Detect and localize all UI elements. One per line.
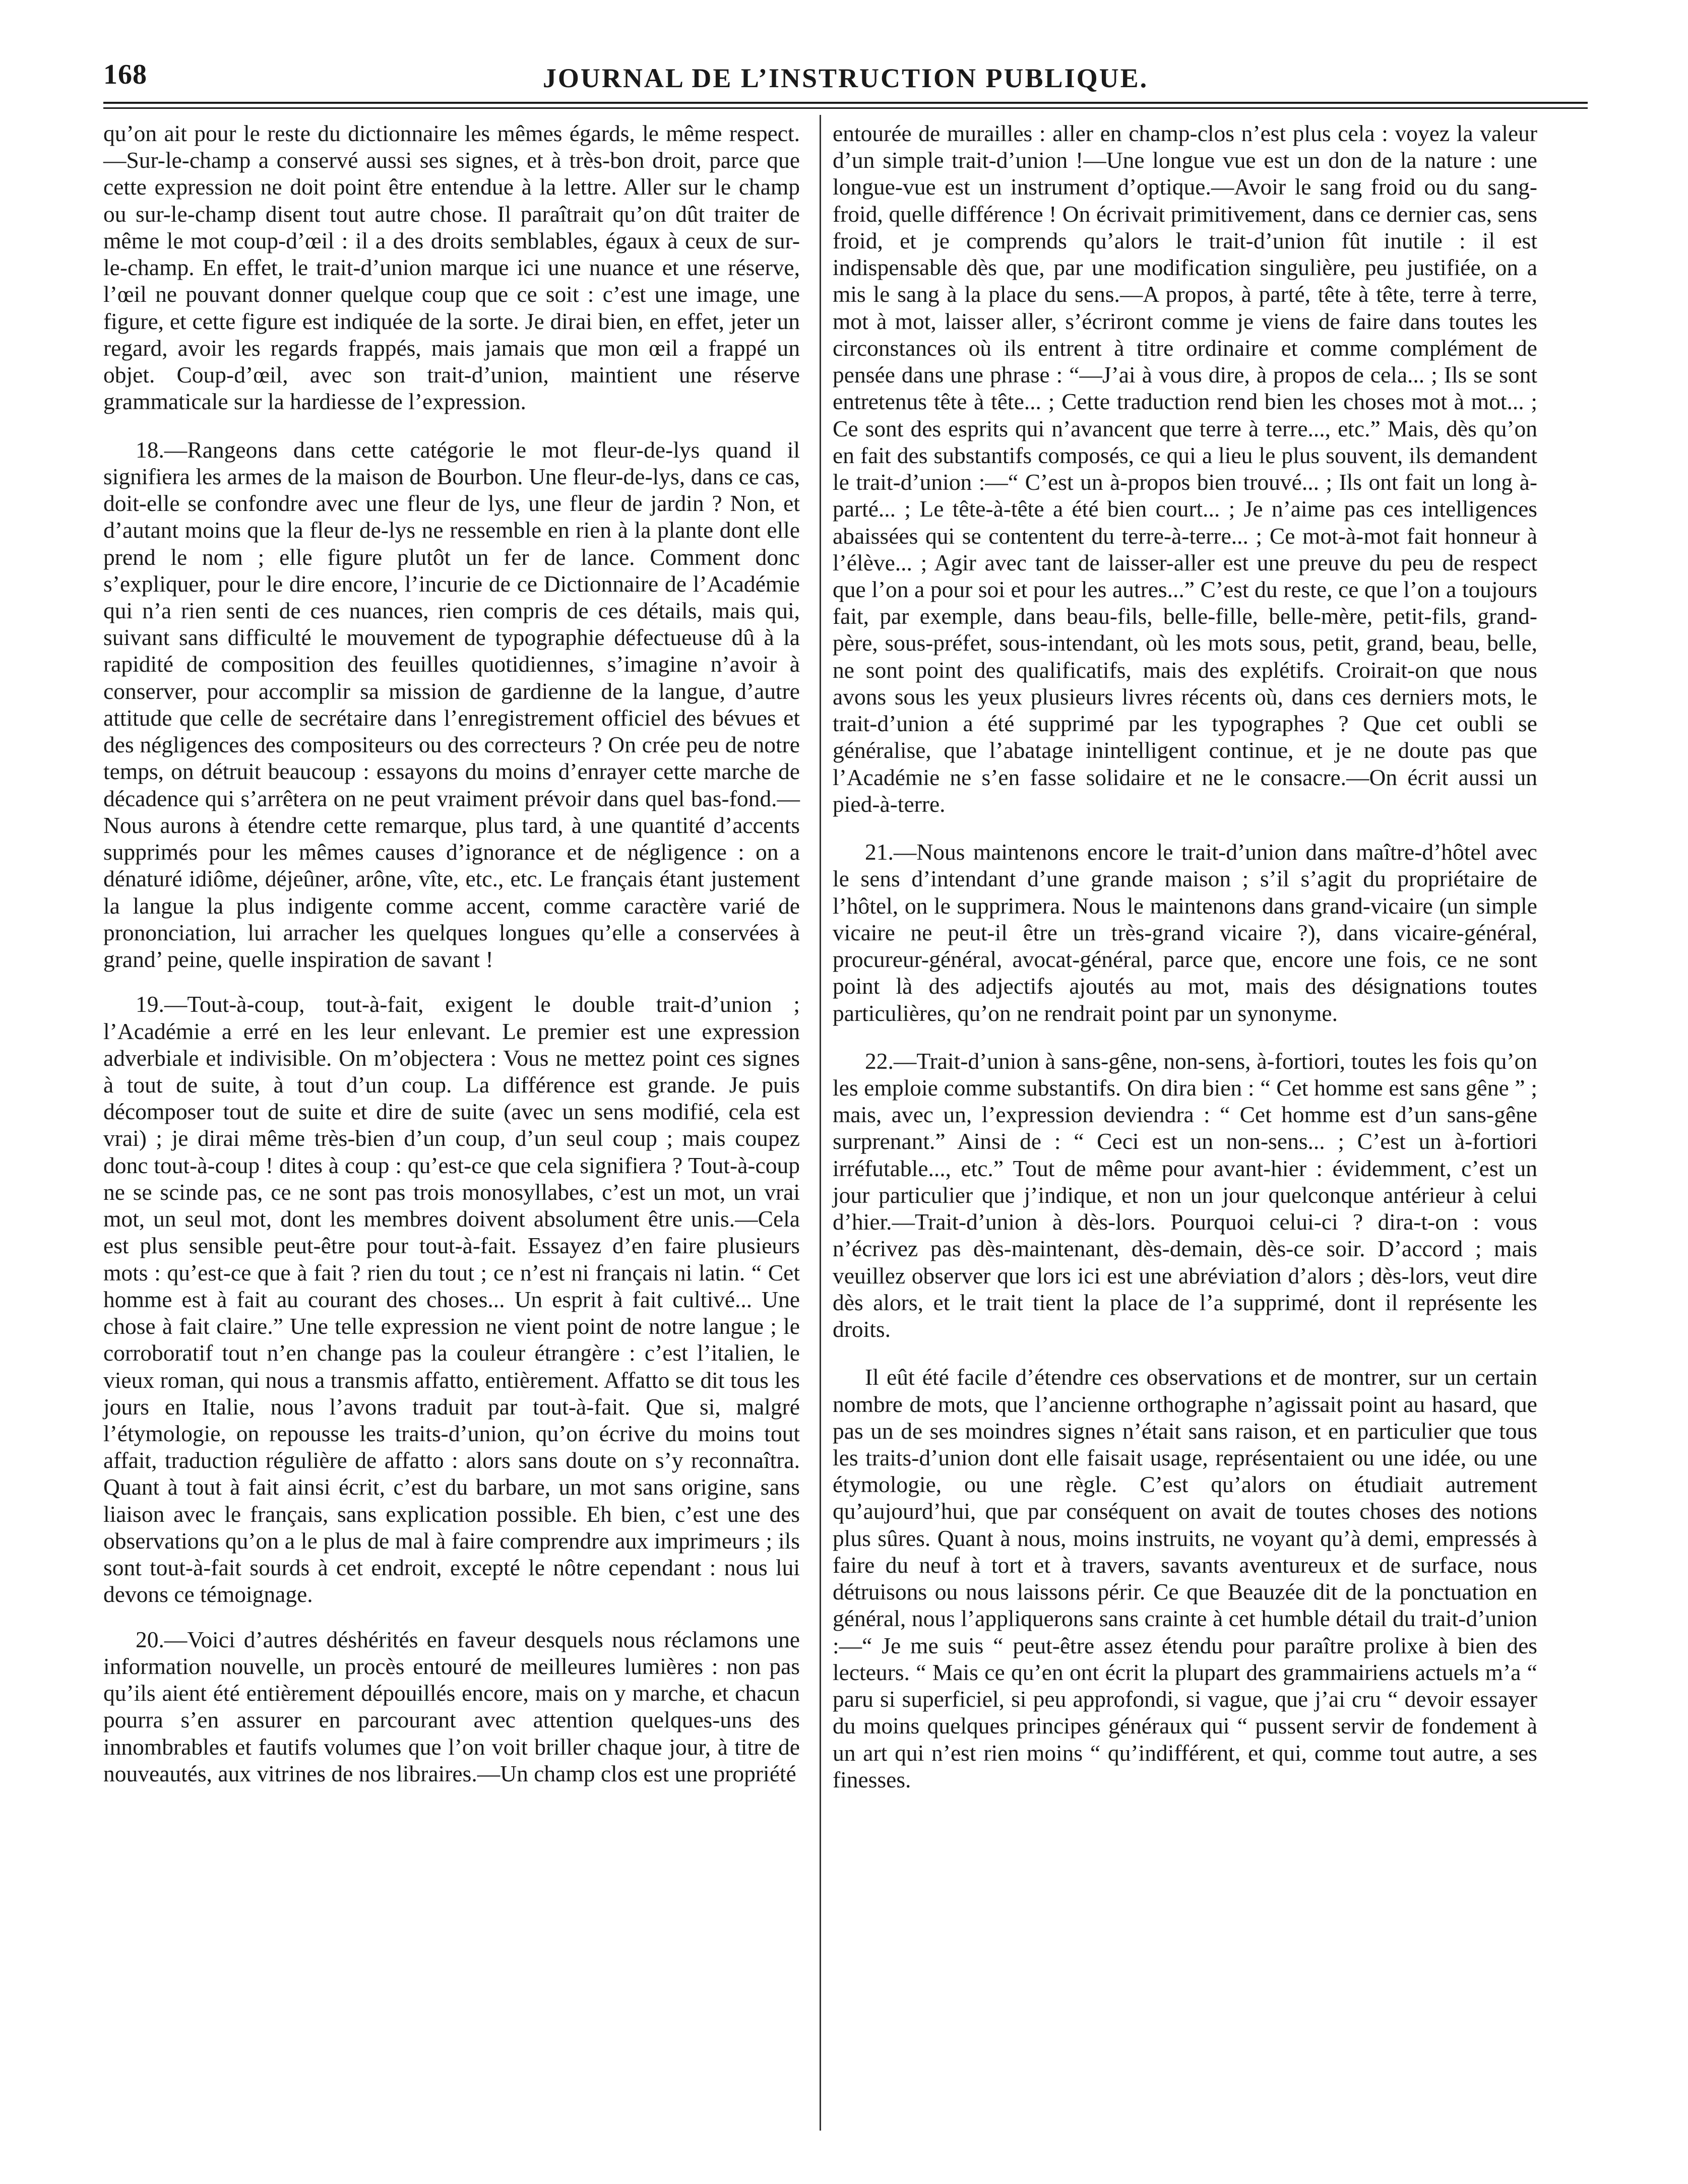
paragraph-closing: Il eût été facile d’étendre ces observations et de montrer, sur un certain nombre de mots, que l’ancienne orthographe n’agissait point au hasard, que pas un de ses moindres signes n’était sans raison, et en particulier que tous les traits-d’union dont elle faisait usage, représentaient ou une idée, ou une étymologie, ou une règle. C’est qu’alors on étudiait autrement qu’aujourd’hui, que par conséquent on avait de toutes choses des notions plus sûres. Quant à nous, moins instruits, ne voyant qu’à demi, empressés à faire du neuf à tort et à travers, savants aventureux et de surface, nous détruisons ou nous laissons périr. Ce que Beauzée dit de la ponctuation en général, nous l’appliquerons sans crainte à cet humble détail du trait-d’union :—“ Je me suis “ peut-être assez étendu pour paraître prolixe à bien des lecteurs. “ Mais ce qu’en ont écrit la plupart des grammairiens actuels m’a “ paru si superficiel, si peu approfondi, si vague, que j’ai cru “ devoir essayer du moins quelques principes généraux qui “ pussent servir de fondement à un art qui n’est rien moins “ qu’indifférent, et qui, comme tout autre, a ses finesses. — [833, 1364, 1537, 1792]
paragraph-20-continued: entourée de murailles : aller en champ-clos n’est plus cela : voyez la valeur d’un simple trait-d’union !—Une longue vue est un don de la nature : une longue-vue est un instrument d’optique.—Avoir le sang froid ou du sang-froid, quelle différence ! On écrivait primitivement, dans ce dernier cas, sens froid, et je comprends qu’alors le trait-d’union fût inutile : il est indispensable dès que, par une modification singulière, peu justifiée, on a mis le sang à la place du sens.—A propos, à parté, tête à tête, terre à terre, mot à mot, laisser aller, s’écriront comme je viens de faire dans toutes les circonstances où ils entrent à titre ordinaire et comme complément de pensée dans une phrase : “—J’ai à vous dire, à propos de cela... ; Ils se sont entretenus tête à tête... ; Cette traduction rend bien les choses mot à mot... ; Ce sont des esprits qui n’avancent que terre à terre..., etc.” Mais, dès qu’on en fait des substantifs composés, ce qui a lieu le plus souvent, ils demandent le trait-d’union :—“ C’est un à-propos bien trouvé... ; Ils ont fait un long à-parté... ; Le tête-à-tête a été bien court... ; Je n’aime pas ces intelligences abaissées qui se contentent du terre-à-terre... ; Ce mot-à-mot fait honneur à l’élève... ; Agir avec tant de laisser-aller est une preuve du peu de respect que l’on a pour soi et pour les autres...” C’est du reste, ce que l’on a toujours fait, par exemple, dans beau-fils, belle-fille, belle-mère, petit-fils, grand-père, sous-préfet, sous-intendant, où les mots sous, petit, grand, beau, belle, ne sont point des qualificatifs, mais des explétifs. Croirait-on que nous avons sous les yeux plusieurs livres récents où, dans ces derniers mots, le trait-d’union a été supprimé par les typographes ? Que cet oubli se généralise, que l’abatage inintelligent continue, et je ne doute pas que l’Académie ne s’en fasse solidaire et ne le consacre.—On écrit aussi un pied-à-terre. — [833, 120, 1537, 817]
paragraph-continuation: qu’on ait pour le reste du dictionnaire les mêmes égards, le même respect.—Sur-le-champ a conservé aussi ses signes, et à très-bon droit, parce que cette expression ne doit point être entendue à la lettre. Aller sur le champ ou sur-le-champ disent tout autre chose. Il paraîtrait qu’on dût traiter de même le mot coup-d’œil : il a des droits semblables, égaux à ceux de sur-le-champ. En effet, le trait-d’union marque ici une nuance et une réserve, l’œil ne pouvant donner quelque coup que ce soit : c’est une image, une figure, et cette figure est indiquée de la sorte. Je dirai bien, en effet, jeter un regard, avoir les regards frappés, mais jamais que mon œil a frappé un objet. Coup-d’œil, avec son trait-d’union, maintient une réserve grammaticale sur la hardiesse de l’expression. — [103, 120, 800, 415]
header-double-rule — [103, 102, 1588, 109]
column-divider — [820, 115, 821, 2131]
paragraph-21: 21.—Nous maintenons encore le trait-d’union dans maître-d’hôtel avec le sens d’intendant d’une grande maison ; s’il s’agit du propriétaire de l’hôtel, on le supprimera. Nous le maintenons dans grand-vicaire (un simple vicaire ne peut-il être un très-grand vicaire ?), dans vicaire-général, procureur-général, avocat-général, parce que, encore une fois, ce ne sont point là des adjectifs ajoutés au mot, mais des désignations toutes particulières, qu’on ne rendrait point par un synonyme. — [833, 839, 1537, 1026]
paragraph-18: 18.—Rangeons dans cette catégorie le mot fleur-de-lys quand il signifiera les armes de la maison de Bourbon. Une fleur-de-lys, dans ce cas, doit-elle se confondre avec une fleur de lys, une fleur de jardin ? Non, et d’autant moins que la fleur de-lys ne ressemble en rien à la plante dont elle prend le nom ; elle figure plutôt un fer de lance. Comment donc s’expliquer, pour le dire encore, l’incurie de ce Dictionnaire de l’Académie qui n’a rien senti de ces nuances, rien compris de ces détails, mais qui, suivant sans difficulté le mouvement de typographie défectueuse dû à la rapidité de composition des feuilles quotidiennes, s’imagine n’avoir à conserver, pour accomplir sa mission de gardienne de la langue, d’autre attitude que celle de secrétaire dans l’enregistrement officiel des bévues et des négligences des compositeurs ou des correcteurs ? On crée peu de notre temps, on détruit beaucoup : essayons du moins d’enrayer cette marche de décadence qui s’arrêtera on ne peut vraiment prévoir dans quel bas-fond.—Nous aurons à étendre cette remarque, plus tard, à une quantité d’accents supprimés pour les mêmes causes d’ignorance et de négligence : on a dénaturé idiôme, déjeûner, arône, vîte, etc., etc. Le français étant justement la langue la plus indigente comme accent, comme caractère varié de prononciation, lui arracher les quelques longues qu’elle a conservées à grand’ peine, quelle inspiration de savant ! — [103, 436, 800, 973]
page-header — [103, 48, 1588, 104]
right-column — [833, 120, 1537, 1793]
journal-title: JOURNAL DE L’INSTRUCTION PUBLIQUE. — [542, 63, 1149, 93]
left-column — [103, 120, 800, 1787]
paragraph-19: 19.—Tout-à-coup, tout-à-fait, exigent le double trait-d’union ; l’Académie a erré en les leur enlevant. Le premier est une expression adverbiale et indivisible. On m’objectera : Vous ne mettez point ces signes à tout de suite, à tout d’un coup. La différence est grande. Je puis décomposer tout de suite et dire de suite (avec un sens modifié, cela est vrai) ; je dirai même très-bien d’un coup, d’un seul coup ; mais coupez donc tout-à-coup ! dites à coup : qu’est-ce que cela signifiera ? Tout-à-coup ne se scinde pas, ce ne sont pas trois monosyllabes, c’est un mot, un vrai mot, un seul mot, dont les membres doivent absolument être unis.—Cela est plus sensible peut-être pour tout-à-fait. Essayez d’en faire plusieurs mots : qu’est-ce que à fait ? rien du tout ; ce n’est ni français ni latin. “ Cet homme est à fait au courant des choses... Un esprit à fait cultivé... Une chose à fait claire.” Une telle expression ne vient point de notre langue ; le corroboratif tout n’en change pas la couleur étrangère : c’est l’italien, le vieux roman, qui nous a transmis affatto, entièrement. Affatto se dit tous les jours en Italie, nous l’avons traduit par tout-à-fait. Que si, malgré l’étymologie, on repousse les traits-d’union, qu’on écrive du moins tout affait, traduction régulière de affatto : alors sans doute on s’y reconnaîtra. Quant à tout à fait ainsi écrit, c’est du barbare, un mot sans origine, sans liaison avec le français, sans explication possible. Eh bien, c’est une des observations qu’on a le plus de mal à faire comprendre aux imprimeurs ; ils sont tout-à-fait sourds à cet endroit, excepté le nôtre cependant : nous lui devons ce témoignage. — [103, 991, 800, 1608]
page-number: 168 — [103, 59, 147, 90]
paragraph-22: 22.—Trait-d’union à sans-gêne, non-sens, à-fortiori, toutes les fois qu’on les emploie comme substantifs. On dira bien : “ Cet homme est sans gêne ” ; mais, avec un, l’expression deviendra : “ Cet homme est d’un sans-gêne surprenant.” Ainsi de : “ Ceci est un non-sens... ; C’est un à-fortiori irréfutable..., etc.” Tout de même pour avant-hier : évidemment, c’est un jour particulier que j’indique, et non un jour quelconque antérieur à celui d’hier.—Trait-d’union à dès-lors. Pourquoi celui-ci ? dira-t-on : vous n’écrivez pas dès-maintenant, dès-demain, dès-ce soir. D’accord ; mais veuillez observer que lors ici est une abréviation d’alors ; dès-lors, veut dire dès alors, et le trait tient la place de l’a supprimé, dont il représente les droits. — [833, 1048, 1537, 1342]
paragraph-20: 20.—Voici d’autres déshérités en faveur desquels nous réclamons une information nouvelle, un procès entouré de meilleures lumières : non pas qu’ils aient été entièrement dépouillés encore, mais on y marche, et chacun pourra s’en assurer en parcourant avec attention quelques-uns des innombrables et fautifs volumes que l’on voit briller chaque jour, à titre de nouveautés, aux vitrines de nos libraires.—Un champ clos est une propriété — [103, 1626, 800, 1786]
